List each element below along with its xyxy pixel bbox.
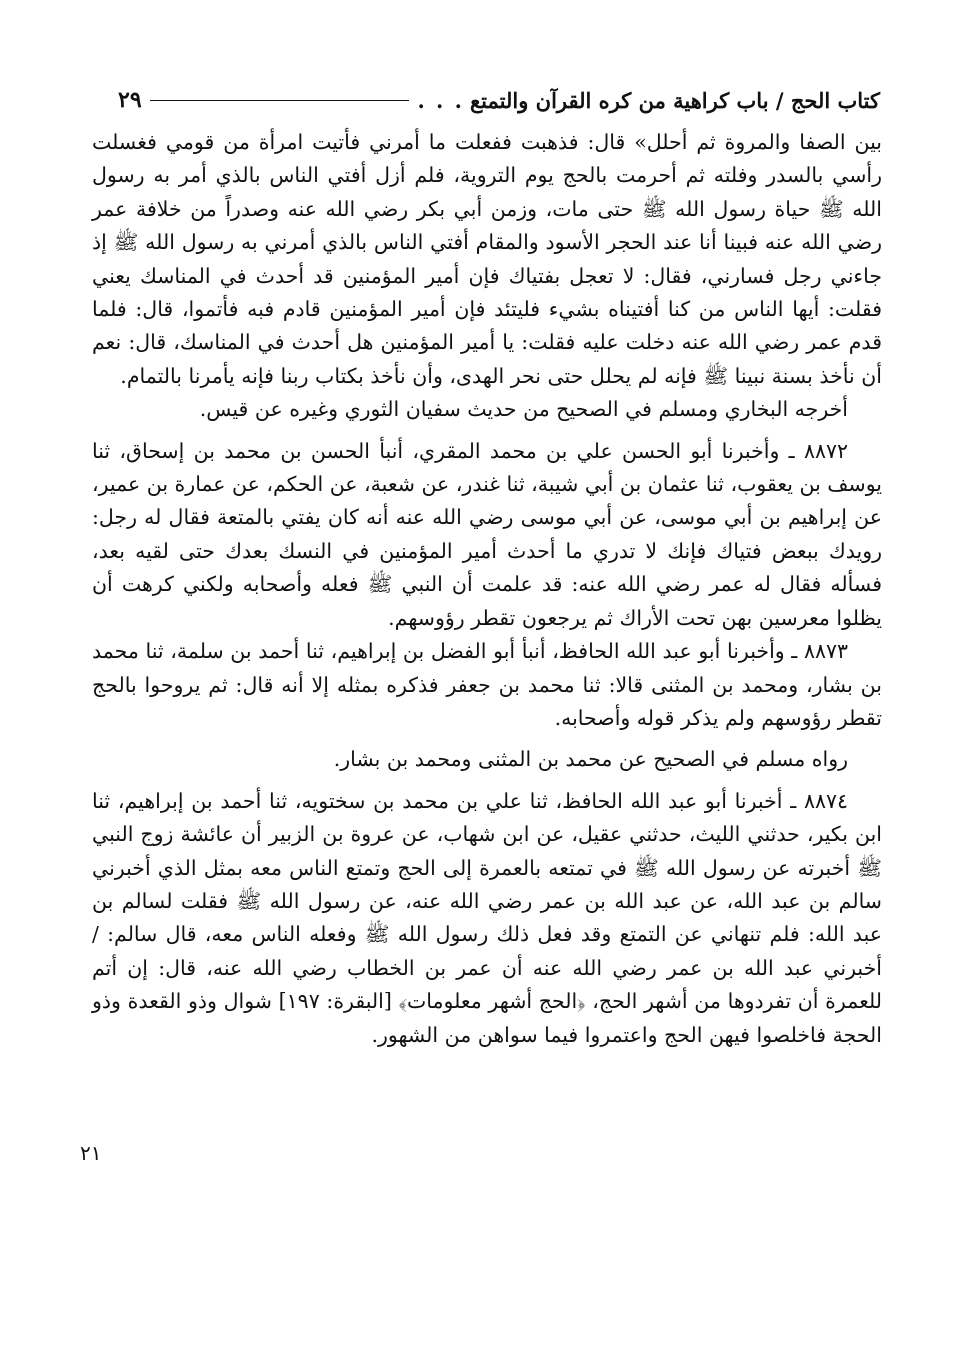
chapter-title: كتاب الحج / باب كراهية من كره القرآن والتمتع [470, 87, 880, 113]
page-body [92, 126, 882, 1052]
paragraph-takhrij-1: أخرجه البخاري ومسلم في الصحيح من حديث سفيان الثوري وغيره عن قيس. [199, 397, 848, 422]
header-rule [150, 100, 410, 101]
margin-page-marker: ٢١ [80, 1141, 102, 1165]
paragraph-takhrij-2: رواه مسلم في الصحيح عن محمد بن المثنى ومحمد بن بشار. [333, 747, 848, 772]
paragraph-continuation: بين الصفا والمروة ثم أحلل» قال: فذهبت ففعلت ما أمرني فأتيت امرأة من قومي فغسلت رأسي بالسدر وفلته ثم أحرمت بالحج يوم التروية، فلم أزل أفتي الناس بالذي أمر به رسول الله ﷺ حياة رسول الله ﷺ حتى مات، وزمن أبي بكر رضي الله عنه وصدراً من خلافة عمر رضي الله عنه فبينا أنا عند الحجر الأسود والمقام أفتي الناس بالذي أمرني به رسول الله ﷺ إذ جاءني رجل فسارني، فقال: لا تعجل بفتياك فإن أمير المؤمنين قد أحدث في المناسك يعني فقلت: أيها الناس من كنا أفتيناه بشيء فليتئد فإن أمير المؤمنين قادم فبه فأتموا، قال: فلما قدم عمر رضي الله عنه دخلت عليه فقلت: يا أمير المؤمنين هل أحدث في المناسك، قال: نعم أن نأخذ بسنة نبينا ﷺ فإنه لم يحلل حتى نحر الهدى، وأن نأخذ بكتاب ربنا فإنه يأمرنا بالتمام. [92, 130, 882, 388]
page-number: ٢٩ [118, 87, 142, 113]
hadith-8873: ٨٨٧٣ ـ وأخبرنا أبو عبد الله الحافظ، أنبأ أبو الفضل بن إبراهيم، ثنا أحمد بن سلمة، ثنا محمد بن بشار، ومحمد بن المثنى قالا: ثنا محمد بن جعفر فذكره بمثله إلا أنه قال: ثم يروحوا بالحج تقطر رؤوسهم ولم يذكر قوله وأصحابه. [92, 639, 882, 730]
header-ellipsis: . . . [417, 87, 464, 113]
running-header [118, 80, 880, 120]
hadith-8872: ٨٨٧٢ ـ وأخبرنا أبو الحسن علي بن محمد المقري، أنبأ الحسن بن محمد بن إسحاق، ثنا يوسف بن يعقوب، ثنا عثمان بن أبي شيبة، ثنا غندر، عن شعبة، عن الحكم، عن عمارة بن عمير، عن إبراهيم بن أبي موسى، عن أبي موسى رضي الله عنه أنه كان يفتي بالمتعة فقال له رجل: رويدك ببعض فتياك فإنك لا تدري ما أحدث أمير المؤمنين في النسك بعدك حتى لقيه بعد، فسأله فقال له عمر رضي الله عنه: قد علمت أن النبي ﷺ فعله وأصحابه ولكني كرهت أن يظلوا معرسين بهن تحت الأراك ثم يرجعون تقطر رؤوسهم. [92, 438, 882, 630]
hadith-8874: ٨٨٧٤ ـ أخبرنا أبو عبد الله الحافظ، ثنا علي بن محمد بن سختويه، ثنا أحمد بن إبراهيم، ثنا ابن بكير، حدثني الليث، حدثني عقيل، عن ابن شهاب، عن عروة بن الزبير أن عائشة زوج النبي ﷺ أخبرته عن رسول الله ﷺ في تمتعه بالعمرة إلى الحج وتمتع الناس معه بمثل الذي أخبرني سالم بن عبد الله، عن عبد الله بن عمر رضي الله عنه، عن رسول الله ﷺ فقلت لسالم بن عبد الله: فلم تنهاني عن التمتع وقد فعل ذلك رسول الله ﷺ وفعله الناس معه، قال سالم: / أخبرني عبد الله بن عمر رضي الله عنه أن عمر بن الخطاب رضي الله عنه، قال: إن أتم للعمرة أن تفردوها من أشهر الحج، ﴿الحج أشهر معلومات﴾ [البقرة: ١٩٧] شوال وذو القعدة وذو الحجة فاخلصوا فيهن الحج واعتمروا فيما سواهن من الشهور. [92, 788, 883, 1047]
